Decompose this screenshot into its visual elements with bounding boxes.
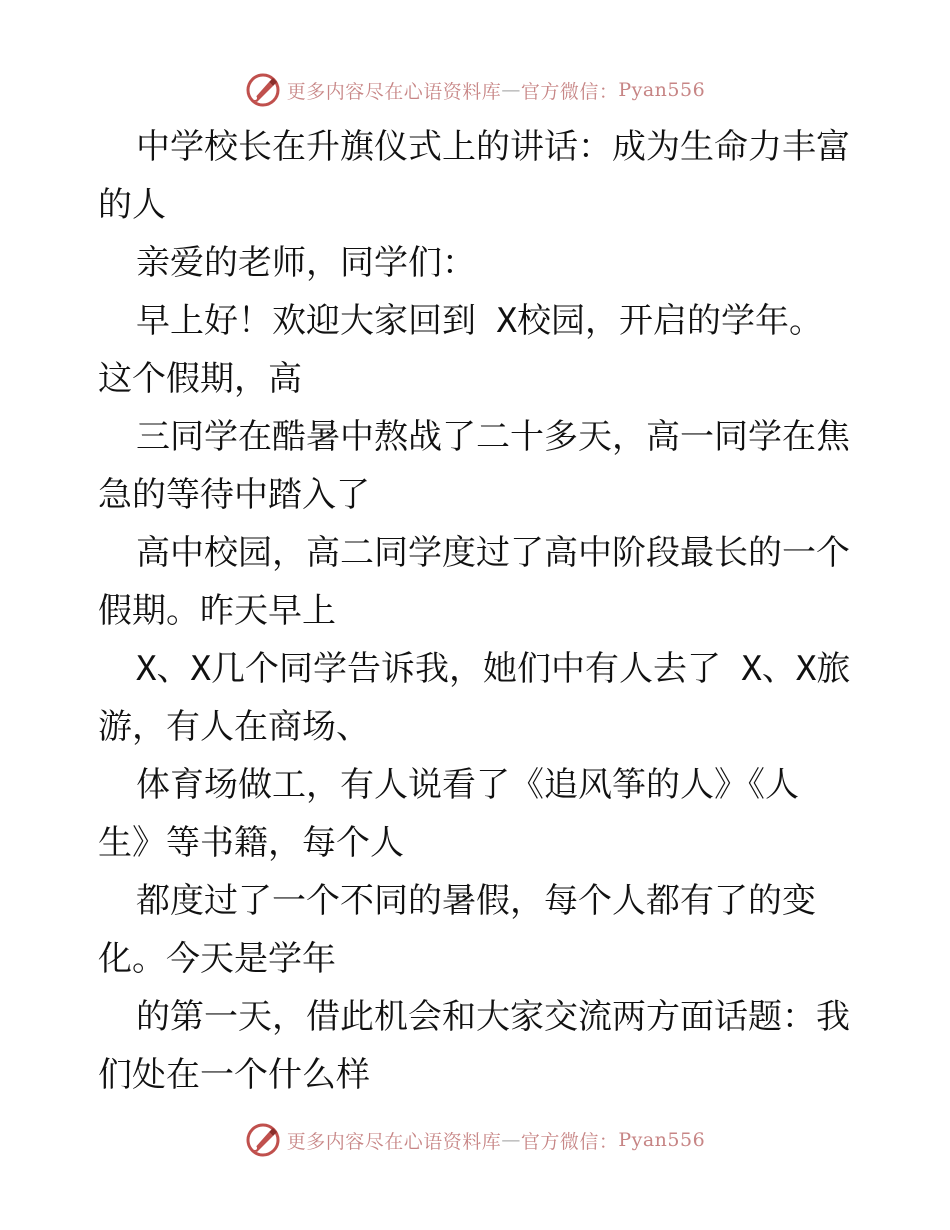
pen-logo-icon [245,1122,281,1158]
banner-slogan: 更多内容尽在心语资料库 [286,80,502,103]
body-paragraph [98,408,858,524]
text-line: 亲爱的老师，同学们： [136,243,476,283]
text-line: 三同学在酷暑中熬战了二十多天，高一同学在焦 [136,417,850,457]
banner-dash: — [501,1129,521,1151]
text-line: 假期。昨天早上 [98,591,336,631]
banner-wechat-label: 官方微信： [520,80,619,103]
body-paragraph [98,756,858,872]
body-paragraph [98,640,858,756]
text-line: X、X几个同学告诉我，她们中有人去了 X、X旅 [136,649,851,689]
banner-wechat-id: Pyan556 [618,1129,706,1151]
banner-dash: — [501,79,521,101]
title-paragraph [98,118,858,234]
body-paragraph [98,872,858,988]
text-line: 都度过了一个不同的暑假，每个人都有了的变 [136,881,816,921]
header-banner-content [245,72,705,108]
text-line: 生》等书籍，每个人 [98,823,404,863]
body-paragraph [98,292,858,408]
footer-banner-content [245,1122,705,1158]
header-banner [0,70,950,110]
text-line: 高中校园，高二同学度过了高中阶段最长的一个 [136,533,850,573]
text-line: 的第一天，借此机会和大家交流两方面话题：我 [136,997,850,1037]
pen-logo-icon [245,72,281,108]
text-line: 体育场做工，有人说看了《追风筝的人》《人 [136,765,799,805]
text-line: 急的等待中踏入了 [98,475,370,515]
text-line: 早上好！欢迎大家回到 X校园，开启的学年。 [136,301,823,341]
salutation-paragraph [98,234,858,292]
text-line: 中学校长在升旗仪式上的讲话：成为生命力丰富 [136,127,850,167]
text-line: 们处在一个什么样 [98,1055,370,1095]
text-line: 游，有人在商场、 [98,707,370,747]
text-line: 的人 [98,185,166,225]
text-line: 这个假期，高 [98,359,302,399]
banner-wechat-label: 官方微信： [520,1130,619,1153]
text-line: 化。今天是学年 [98,939,336,979]
footer-banner [0,1120,950,1160]
body-paragraph [98,524,858,640]
banner-wechat-id: Pyan556 [618,79,706,101]
document-body [98,118,858,1104]
banner-slogan: 更多内容尽在心语资料库 [286,1130,502,1153]
body-paragraph [98,988,858,1104]
